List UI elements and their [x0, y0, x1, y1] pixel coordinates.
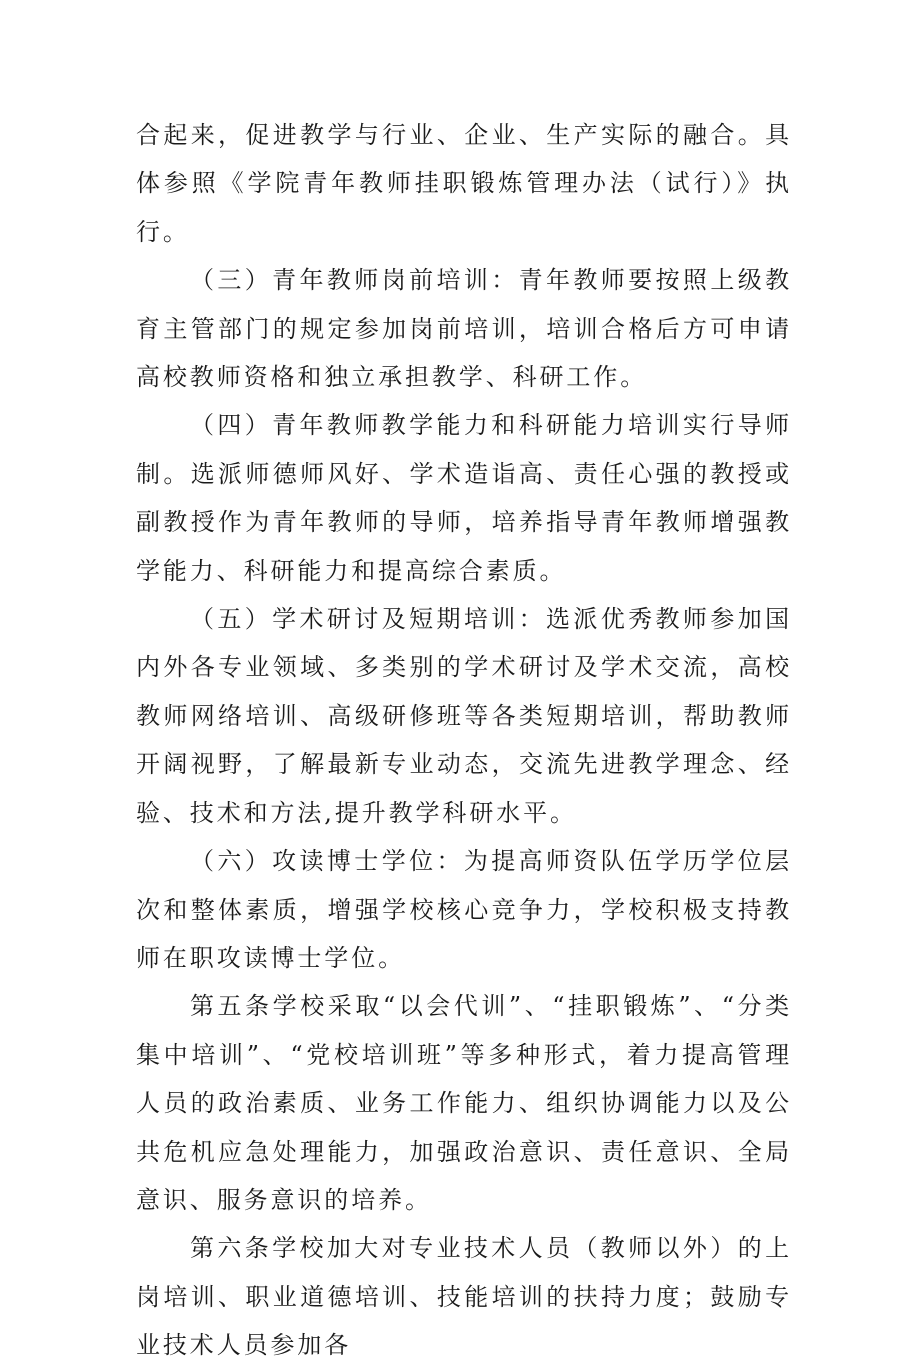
paragraph-item-3: （三）青年教师岗前培训：青年教师要按照上级教育主管部门的规定参加岗前培训，培训合格后方可申请高校教师资格和独立承担教学、科研工作。 [136, 266, 792, 392]
paragraph-continuation: 合起来，促进教学与行业、企业、生产实际的融合。具体参照《学院青年教师挂职锻炼管理办法（试行）》执行。 [136, 121, 792, 246]
document-body [136, 111, 792, 1370]
paragraph-item-6: （六）攻读博士学位：为提高师资队伍学历学位层次和整体素质，增强学校核心竞争力，学校积极支持教师在职攻读博士学位。 [136, 847, 792, 972]
paragraph-item-5: （五）学术研讨及短期培训：选派优秀教师参加国内外各专业领域、多类别的学术研讨及学术交流，高校教师网络培训、高级研修班等各类短期培训，帮助教师开阔视野，了解最新专业动态，交流先进教学理念、经验、技术和方法,提升教学科研水平。 [136, 605, 792, 827]
paragraph-item-4: （四）青年教师教学能力和科研能力培训实行导师制。选派师德师风好、学术造诣高、责任心强的教授或副教授作为青年教师的导师，培养指导青年教师增强教学能力、科研能力和提高综合素质。 [136, 411, 792, 585]
paragraph-article-5: 第五条学校采取“以会代训”、“挂职锻炼”、“分类集中培训”、“党校培训班”等多种形式，着力提高管理人员的政治素质、业务工作能力、组织协调能力以及公共危机应急处理能力，加强政治意识、责任意识、全局意识、服务意识的培养。 [136, 992, 792, 1214]
paragraph-article-6: 第六条学校加大对专业技术人员（教师以外）的上岗培训、职业道德培训、技能培训的扶持力度；鼓励专业技术人员参加各 [136, 1234, 792, 1360]
